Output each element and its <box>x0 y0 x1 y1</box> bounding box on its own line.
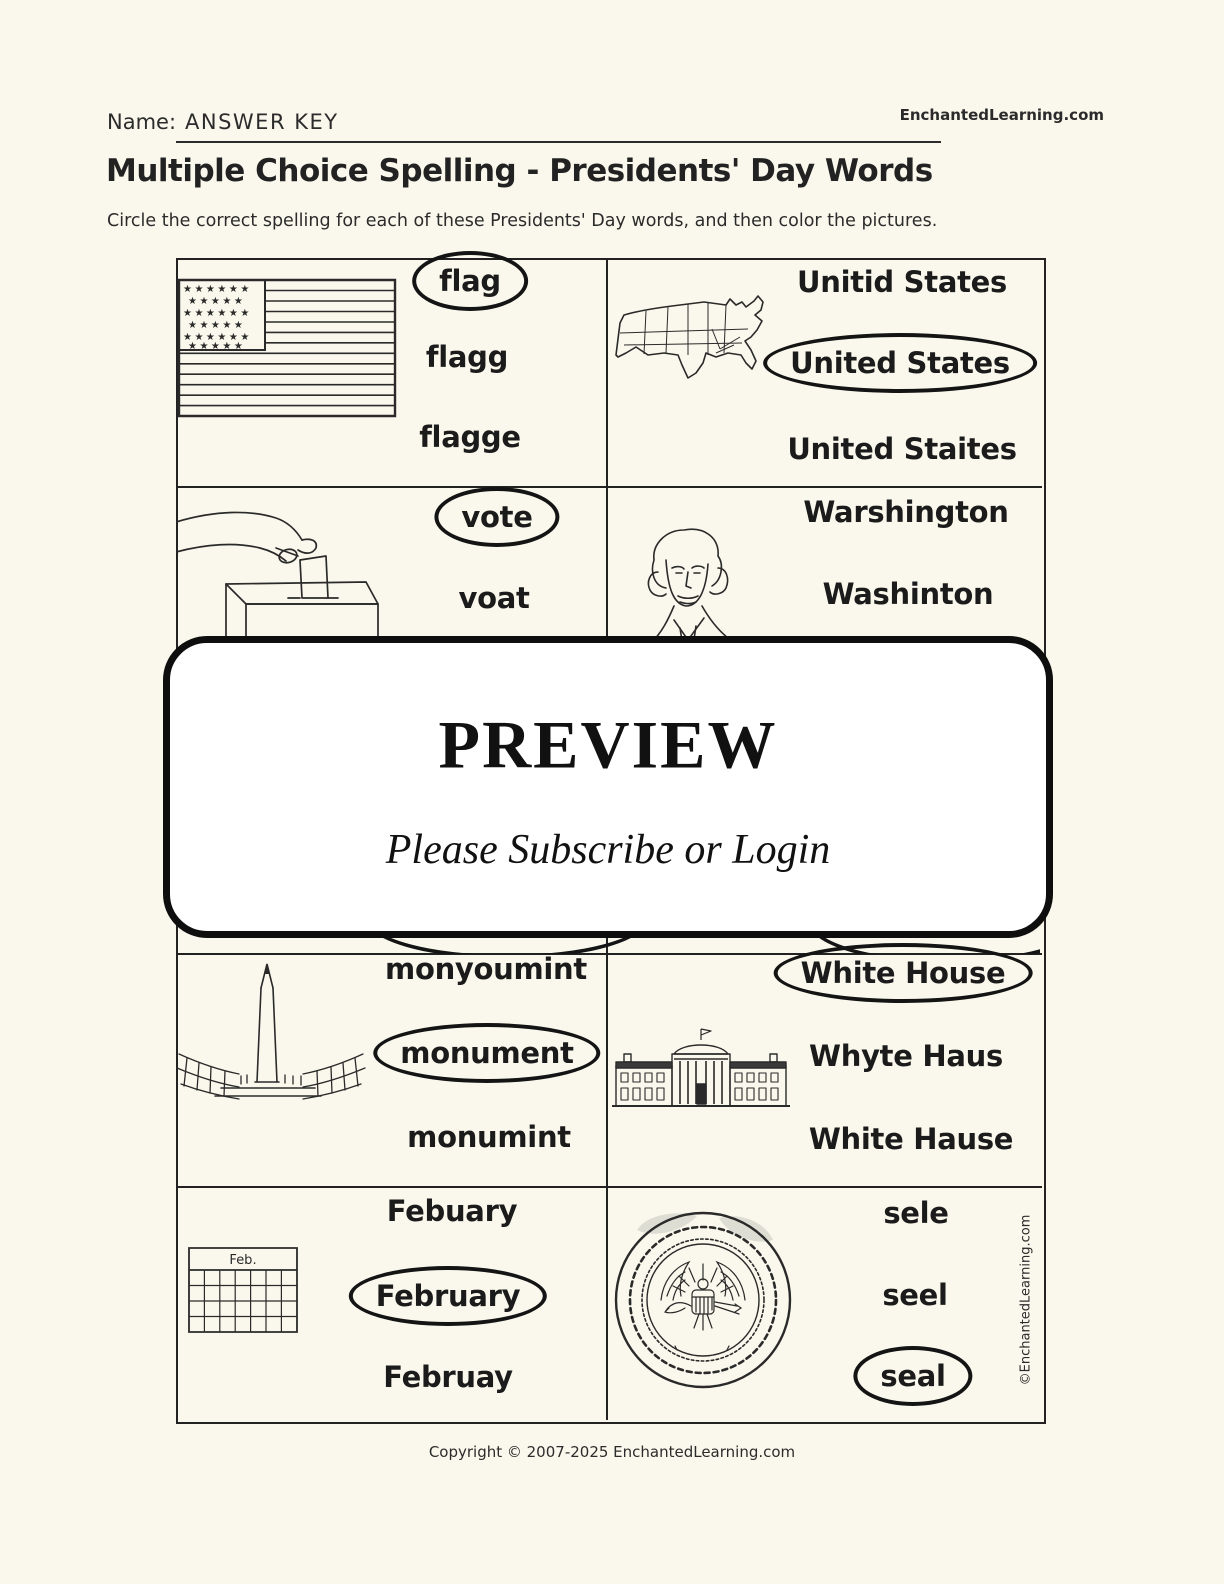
page-title: Multiple Choice Spelling - Presidents' Day Words <box>106 153 933 189</box>
svg-text:★★★★★: ★★★★★ <box>188 320 246 331</box>
spelling-option: Whyte Haus <box>809 1039 1003 1073</box>
spelling-option: flagge <box>419 420 521 454</box>
calendar-image <box>187 1246 299 1334</box>
spelling-option: voat <box>458 581 530 615</box>
answer-circle <box>412 251 528 311</box>
spelling-option: Washinton <box>822 577 994 611</box>
spelling-option: flag <box>439 264 501 298</box>
spelling-option: United Staites <box>787 432 1017 466</box>
svg-text:★★★★★★: ★★★★★★ <box>183 332 252 343</box>
spelling-option: monyoumint <box>385 952 587 986</box>
spelling-option: vote <box>461 500 533 534</box>
row-divider <box>176 486 1042 488</box>
spelling-option: monumint <box>407 1120 571 1154</box>
ballot-box-image <box>176 498 416 648</box>
preview-subscribe-login[interactable]: Please Subscribe or Login <box>385 827 831 873</box>
spelling-option: Febuary <box>386 1194 518 1228</box>
preview-overlay <box>163 636 1053 938</box>
answer-circle <box>763 333 1037 393</box>
spelling-option: seal <box>880 1359 946 1393</box>
svg-text:★★★★★★: ★★★★★★ <box>183 284 252 295</box>
name-value: ANSWER KEY <box>185 110 339 134</box>
spelling-option: White House <box>800 956 1006 990</box>
answer-circle <box>373 1023 600 1083</box>
spelling-option: United States <box>790 346 1010 380</box>
presidential-seal-image <box>607 1200 799 1394</box>
us-flag-image <box>177 278 397 418</box>
side-credit: ©EnchantedLearning.com <box>1018 1214 1034 1386</box>
svg-text:★★★★★: ★★★★★ <box>188 296 246 307</box>
spelling-option: flagg <box>425 340 509 374</box>
spelling-option: seel <box>882 1278 948 1312</box>
name-underline <box>176 141 941 143</box>
calendar-month-label: Feb. <box>229 1253 257 1268</box>
svg-text:★★★★★★: ★★★★★★ <box>183 308 252 319</box>
washington-monument-image <box>175 958 367 1115</box>
footer-copyright: Copyright © 2007-2025 EnchantedLearning.com <box>428 1443 796 1461</box>
row-divider <box>176 1186 1042 1188</box>
answer-circle <box>853 1346 972 1406</box>
instructions: Circle the correct spelling for each of these Presidents' Day words, and then color the pictures. <box>107 211 938 231</box>
us-map-image <box>608 293 780 428</box>
answer-circle <box>349 1266 547 1326</box>
spelling-option: Unitid States <box>796 265 1008 299</box>
svg-text:★★★★★: ★★★★★ <box>188 341 246 352</box>
spelling-option: monument <box>400 1036 574 1070</box>
spelling-option: sele <box>883 1196 949 1230</box>
spelling-option: Februay <box>383 1360 513 1394</box>
spelling-option: February <box>375 1279 521 1313</box>
site-link[interactable]: EnchantedLearning.com <box>899 106 1104 124</box>
white-house-image <box>610 1026 792 1114</box>
spelling-option: White Hause <box>808 1122 1014 1156</box>
preview-title: PREVIEW <box>438 706 778 783</box>
spelling-option: Warshington <box>803 495 1009 529</box>
name-label: Name: <box>107 110 177 134</box>
answer-circle <box>434 487 559 547</box>
